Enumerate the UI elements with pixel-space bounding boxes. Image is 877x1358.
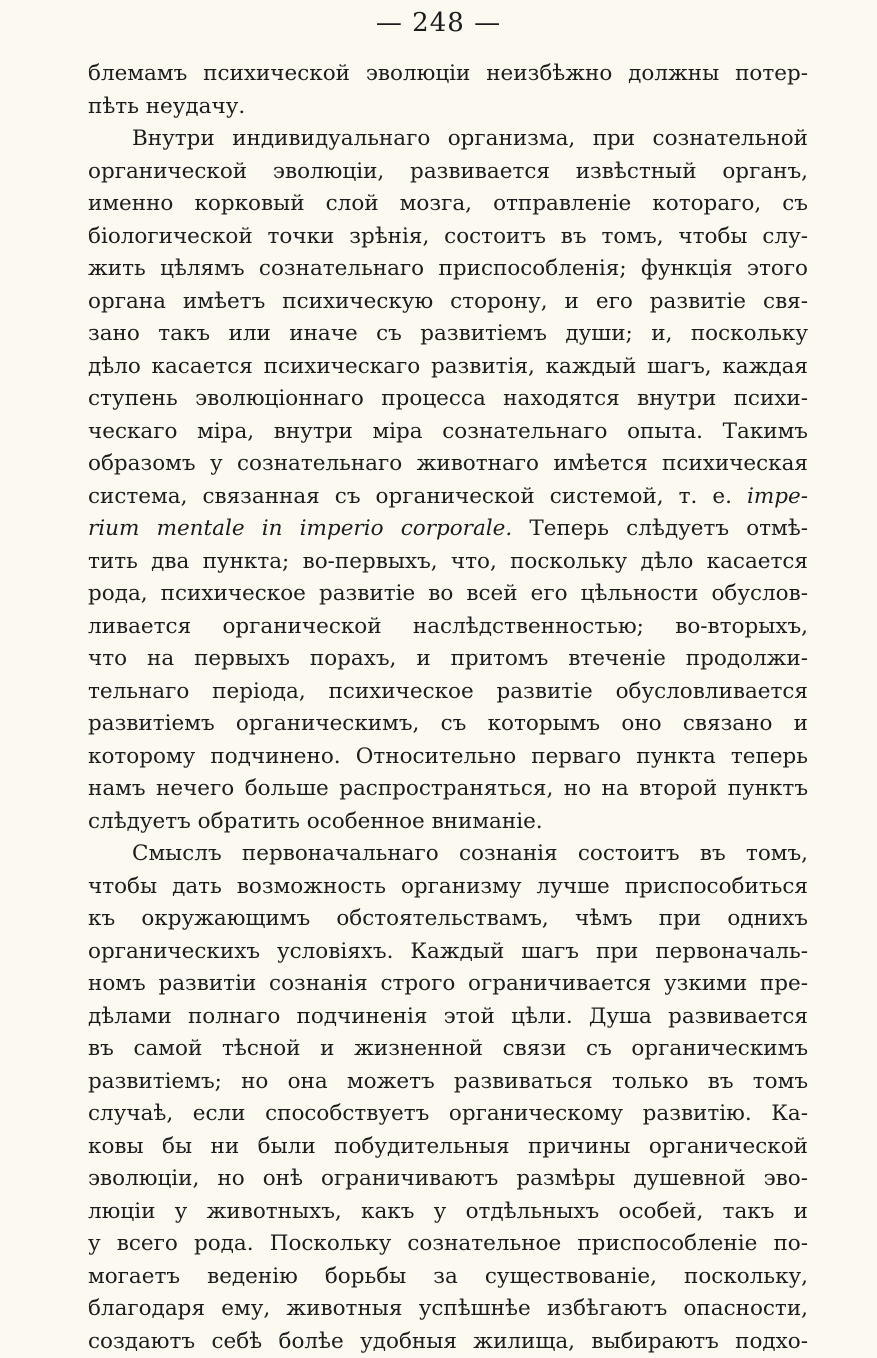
text-line-with-italic: [88, 513, 808, 546]
page-number: — 248 —: [0, 8, 877, 38]
text-line: въ самой тѣсной и жизненной связи съ органическимъ: [88, 1033, 808, 1066]
text-line: намъ нечего больше распространяться, но на второй пунктъ: [88, 773, 808, 806]
text-segment: система, связанная съ органической системой, т. е.: [88, 484, 732, 509]
text-line: къ окружающимъ обстоятельствамъ, чѣмъ при однихъ: [88, 903, 808, 936]
body-text: [88, 58, 808, 1358]
text-line: развитіемъ; но она можетъ развиваться только въ томъ: [88, 1066, 808, 1099]
text-line: пѣть неудачу.: [88, 91, 808, 124]
text-line-with-italic: [88, 481, 808, 514]
text-line: дѣлами полнаго подчиненія этой цѣли. Душа развивается: [88, 1001, 808, 1034]
text-line: ступень эволюціоннаго процесса находятся внутри психи-: [88, 383, 808, 416]
text-line: ковы бы ни были побудительныя причины органической: [88, 1131, 808, 1164]
text-line: органа имѣетъ психическую сторону, и его развитіе свя-: [88, 286, 808, 319]
text-line: органической эволюціи, развивается извѣстный органъ,: [88, 156, 808, 189]
text-line: зано такъ или иначе съ развитіемъ души; и, поскольку: [88, 318, 808, 351]
text-line: рода, психическое развитіе во всей его цѣльности обуслов-: [88, 578, 808, 611]
text-line: біологической точки зрѣнія, состоитъ въ томъ, чтобы слу-: [88, 221, 808, 254]
text-line: ливается органической наслѣдственностью; во-вторыхъ,: [88, 611, 808, 644]
text-line: чтобы дать возможность организму лучше приспособиться: [88, 871, 808, 904]
text-line: тельнаго періода, психическое развитіе обусловливается: [88, 676, 808, 709]
text-line: у всего рода. Поскольку сознательное приспособленіе по-: [88, 1228, 808, 1261]
text-line: которому подчинено. Относительно перваго пункта теперь: [88, 741, 808, 774]
text-line: блемамъ психической эволюціи неизбѣжно должны потер-: [88, 58, 808, 91]
text-line: образомъ у сознательнаго животнаго имѣется психическая: [88, 448, 808, 481]
text-line: именно корковый слой мозга, отправленіе котораго, съ: [88, 188, 808, 221]
text-segment: Теперь слѣдуетъ отмѣ-: [529, 516, 808, 541]
paragraph-first-line: Внутри индивидуальнаго организма, при сознательной: [88, 123, 808, 156]
text-line: люціи у животныхъ, какъ у отдѣльныхъ особей, такъ и: [88, 1196, 808, 1229]
text-line: дѣло касается психическаго развитія, каждый шагъ, каждая: [88, 351, 808, 384]
text-line: могаетъ веденію борьбы за существованіе, поскольку,: [88, 1261, 808, 1294]
text-line: эволюціи, но онѣ ограничиваютъ размѣры душевной эво-: [88, 1163, 808, 1196]
text-line: ческаго міра, внутри міра сознательнаго опыта. Такимъ: [88, 416, 808, 449]
text-line: жить цѣлямъ сознательнаго приспособленія; функція этого: [88, 253, 808, 286]
text-line: создаютъ себѣ болѣе удобныя жилища, выбираютъ подхо-: [88, 1326, 808, 1358]
text-line: развитіемъ органическимъ, съ которымъ оно связано и: [88, 708, 808, 741]
italic-phrase: rium mentale in imperio corporale.: [88, 516, 512, 541]
text-line: слѣдуетъ обратить особенное вниманіе.: [88, 806, 808, 839]
text-line: органическихъ условіяхъ. Каждый шагъ при первоначаль-: [88, 936, 808, 969]
text-line: что на первыхъ порахъ, и притомъ втеченіе продолжи-: [88, 643, 808, 676]
text-line: случаѣ, если способствуетъ органическому развитію. Ка-: [88, 1098, 808, 1131]
text-line: благодаря ему, животныя успѣшнѣе избѣгаютъ опасности,: [88, 1293, 808, 1326]
italic-phrase-start: impe-: [747, 484, 808, 509]
paragraph-first-line: Смыслъ первоначальнаго сознанія состоитъ въ томъ,: [88, 838, 808, 871]
text-line: номъ развитіи сознанія строго ограничивается узкими пре-: [88, 968, 808, 1001]
text-line: тить два пункта; во-первыхъ, что, поскольку дѣло касается: [88, 546, 808, 579]
